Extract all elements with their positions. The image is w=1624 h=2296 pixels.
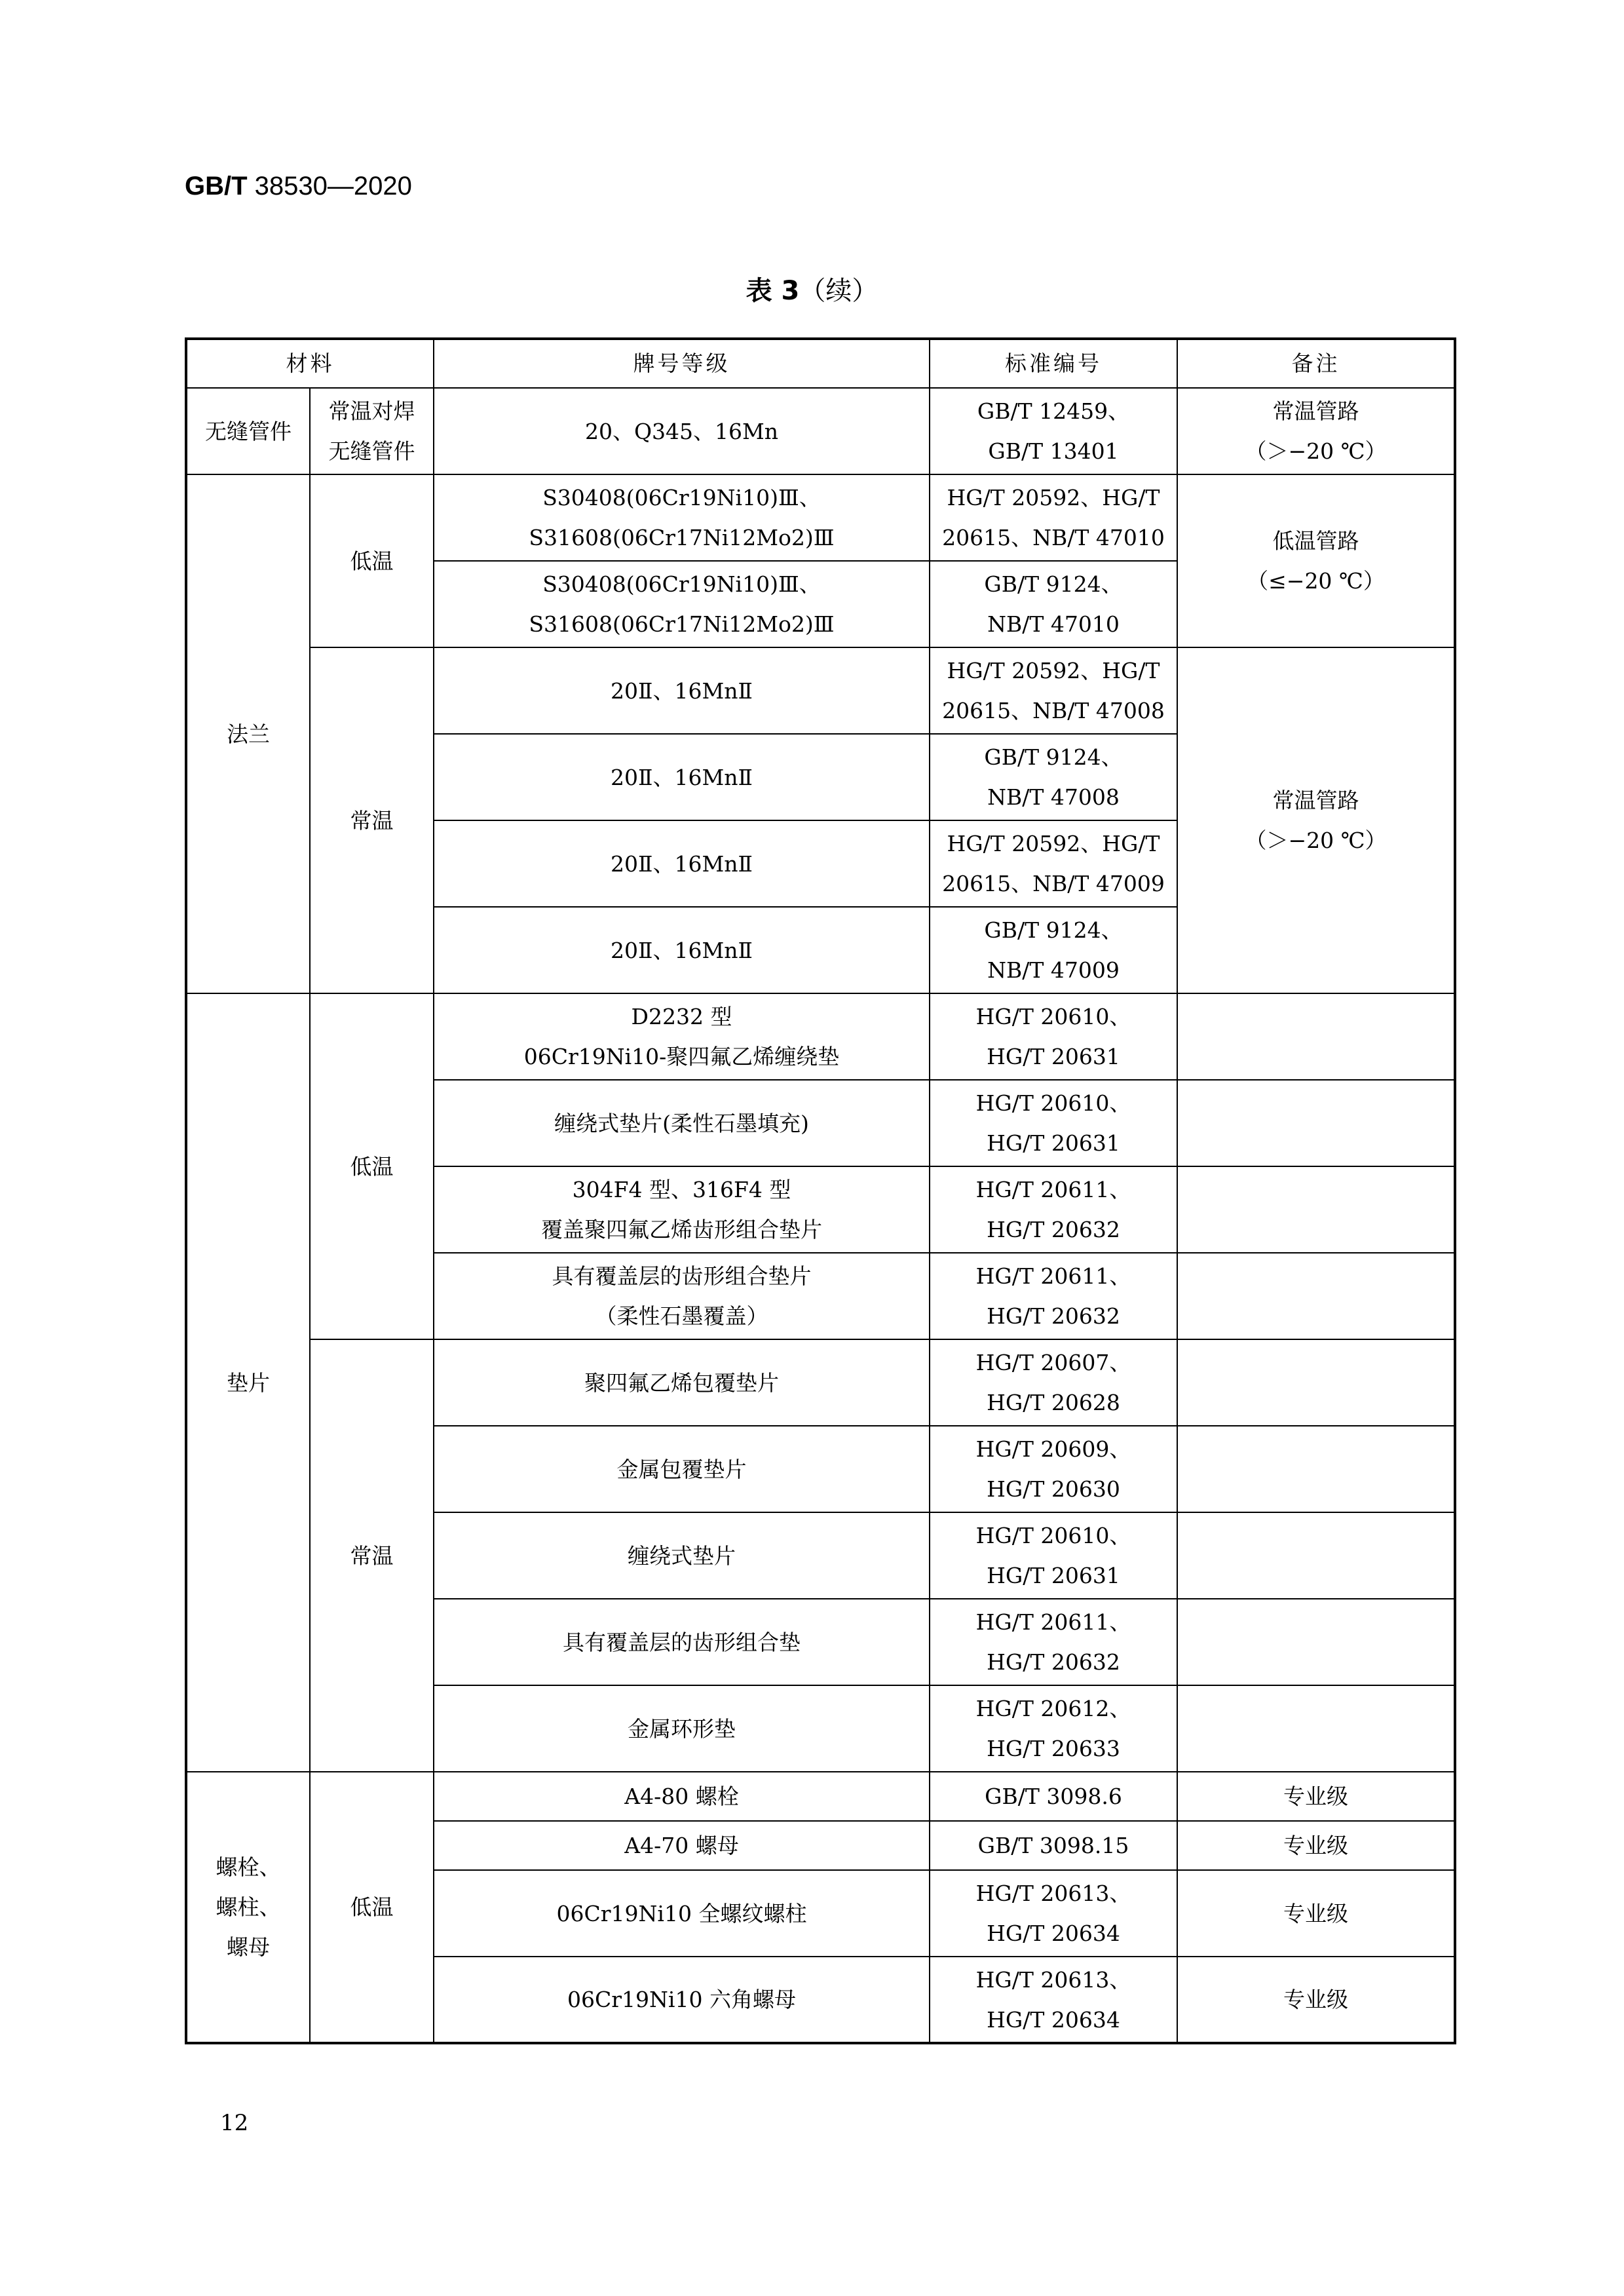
grade-line: 20Ⅱ、16MnⅡ xyxy=(611,851,753,877)
standard-line: HG/T 20613、 xyxy=(975,1881,1131,1906)
grade-line: 金属环形垫 xyxy=(628,1715,736,1742)
grade-cell xyxy=(434,1821,930,1870)
grade-line: 304F4 型、316F4 型 xyxy=(572,1177,791,1202)
subgroup-butt-weld xyxy=(310,388,434,474)
standard-cell xyxy=(930,820,1177,907)
group-line: 螺柱、 xyxy=(216,1894,281,1920)
remark-cell xyxy=(1177,1599,1455,1685)
grade-line: 06Cr19Ni10 全螺纹螺柱 xyxy=(556,1900,807,1926)
grade-line: 20Ⅱ、16MnⅡ xyxy=(611,678,753,704)
standard-cell xyxy=(930,1253,1177,1339)
standard-line: HG/T 20611、 xyxy=(975,1263,1131,1289)
table-row xyxy=(186,388,1455,474)
standard-line: HG/T 20612、 xyxy=(975,1696,1131,1721)
table-header-row xyxy=(186,339,1455,388)
page-number: 12 xyxy=(220,2110,249,2136)
grade-cell xyxy=(434,1253,930,1339)
remark-line: 常温管路 xyxy=(1272,788,1359,813)
remark-cell: 专业级 xyxy=(1177,1821,1455,1870)
standard-line: GB/T 3098.15 xyxy=(977,1833,1129,1858)
standard-cell xyxy=(930,1166,1177,1253)
standard-line: GB/T 3098.6 xyxy=(985,1784,1122,1809)
grade-cell xyxy=(434,1685,930,1772)
standard-line: HG/T 20631 xyxy=(987,1044,1120,1069)
subgroup-line: 无缝管件 xyxy=(328,438,415,464)
table-title-suffix: （续） xyxy=(799,276,878,306)
grade-line: 具有覆盖层的齿形组合垫 xyxy=(563,1629,801,1655)
standard-cell xyxy=(930,1772,1177,1821)
grade-line: 覆盖聚四氟乙烯齿形组合垫片 xyxy=(541,1217,822,1242)
remark-cell xyxy=(1177,993,1455,1080)
standard-line: HG/T 20613、 xyxy=(975,1966,1131,1993)
standard-cell xyxy=(930,474,1177,561)
group-gasket: 垫片 xyxy=(186,993,310,1772)
subgroup-low-temp: 低温 xyxy=(310,1772,434,2043)
remark-cell xyxy=(1177,1339,1455,1426)
subgroup-normal-temp: 常温 xyxy=(310,1339,434,1772)
grade-line: 20、Q345、16Mn xyxy=(584,418,779,444)
standard-line: 20615、NB/T 47008 xyxy=(942,698,1165,723)
standard-cell xyxy=(930,993,1177,1080)
grade-line: A4-80 螺栓 xyxy=(624,1784,739,1809)
group-bolt xyxy=(186,1772,310,2043)
remark-line: 常温管路 xyxy=(1272,398,1359,424)
standard-line: HG/T 20611、 xyxy=(975,1177,1131,1202)
grade-cell xyxy=(434,907,930,993)
grade-line: 06Cr19Ni10 六角螺母 xyxy=(567,1987,796,2012)
subgroup-low-temp: 低温 xyxy=(310,474,434,647)
grade-cell xyxy=(434,474,930,561)
subgroup-low-temp: 低温 xyxy=(310,993,434,1339)
remark-cell: 专业级 xyxy=(1177,1772,1455,1821)
standard-cell xyxy=(930,907,1177,993)
standard-line: HG/T 20633 xyxy=(987,1736,1120,1761)
grade-line: 20Ⅱ、16MnⅡ xyxy=(611,937,753,963)
group-line: 螺母 xyxy=(227,1934,270,1960)
standard-cell xyxy=(930,1512,1177,1599)
standard-line: HG/T 20610、 xyxy=(975,1004,1131,1029)
grade-line: 缠绕式垫片(柔性石墨填充) xyxy=(554,1110,809,1136)
grade-cell xyxy=(434,1080,930,1166)
remark-cell xyxy=(1177,1080,1455,1166)
table-row xyxy=(186,474,1455,561)
standard-line: HG/T 20631 xyxy=(987,1130,1120,1156)
standard-line: HG/T 20610、 xyxy=(975,1090,1131,1116)
standard-line: HG/T 20630 xyxy=(987,1476,1120,1502)
materials-table xyxy=(185,337,1456,2044)
grade-line: 具有覆盖层的齿形组合垫片 xyxy=(552,1263,812,1289)
remark-cell xyxy=(1177,647,1455,993)
remark-line: （＞−20 ℃） xyxy=(1245,828,1387,853)
standard-cell xyxy=(930,1426,1177,1512)
table-row xyxy=(186,647,1455,734)
group-seamless: 无缝管件 xyxy=(186,388,310,474)
standard-line: HG/T 20628 xyxy=(987,1390,1120,1415)
standard-cell xyxy=(930,1821,1177,1870)
table-row xyxy=(186,1772,1455,1821)
standard-cell xyxy=(930,388,1177,474)
col-header-standard: 标准编号 xyxy=(930,339,1177,388)
remark-cell xyxy=(1177,1166,1455,1253)
remark-line: （＞−20 ℃） xyxy=(1245,438,1387,464)
remark-cell: 专业级 xyxy=(1177,1957,1455,2043)
grade-cell xyxy=(434,1426,930,1512)
remark-cell: 专业级 xyxy=(1177,1870,1455,1957)
table-title-label: 表 3 xyxy=(746,276,800,306)
grade-line: 聚四氟乙烯包覆垫片 xyxy=(584,1369,779,1396)
standard-line: GB/T 13401 xyxy=(988,438,1119,464)
remark-cell xyxy=(1177,1253,1455,1339)
col-header-material: 材料 xyxy=(186,339,434,388)
remark-cell xyxy=(1177,388,1455,474)
grade-cell xyxy=(434,993,930,1080)
page-header xyxy=(185,172,412,201)
grade-line: S31608(06Cr17Ni12Mo2)Ⅲ xyxy=(529,611,835,637)
grade-cell xyxy=(434,388,930,474)
remark-cell xyxy=(1177,474,1455,647)
standard-line: GB/T 12459、 xyxy=(977,398,1130,424)
standard-cell xyxy=(930,1957,1177,2043)
standard-line: HG/T 20592、HG/T xyxy=(947,831,1160,856)
grade-cell xyxy=(434,1339,930,1426)
remark-cell xyxy=(1177,1426,1455,1512)
standard-cell xyxy=(930,1599,1177,1685)
grade-line: S30408(06Cr19Ni10)Ⅲ、 xyxy=(542,485,821,510)
standard-line: HG/T 20631 xyxy=(987,1563,1120,1588)
standard-cell xyxy=(930,561,1177,647)
col-header-remark: 备注 xyxy=(1177,339,1455,388)
grade-line: 20Ⅱ、16MnⅡ xyxy=(611,764,753,790)
standard-number: 38530—2020 xyxy=(254,172,412,201)
grade-cell xyxy=(434,820,930,907)
grade-cell xyxy=(434,1957,930,2043)
grade-line: 缠绕式垫片 xyxy=(628,1542,736,1569)
standard-line: 20615、NB/T 47010 xyxy=(942,525,1165,550)
remark-line: 低温管路 xyxy=(1272,528,1359,554)
grade-cell xyxy=(434,1870,930,1957)
col-header-grade: 牌号等级 xyxy=(434,339,930,388)
standard-cell xyxy=(930,1870,1177,1957)
remark-line: （≤−20 ℃） xyxy=(1247,568,1385,594)
standard-line: NB/T 47009 xyxy=(987,957,1120,983)
standard-line: HG/T 20592、HG/T xyxy=(947,658,1160,683)
standard-line: HG/T 20609、 xyxy=(975,1436,1131,1462)
grade-cell xyxy=(434,1772,930,1821)
standard-line: NB/T 47010 xyxy=(987,611,1120,637)
standard-line: HG/T 20634 xyxy=(987,1921,1120,1946)
grade-line: D2232 型 xyxy=(631,1004,732,1029)
standard-line: 20615、NB/T 47009 xyxy=(942,871,1165,896)
table-row xyxy=(186,1339,1455,1426)
standard-line: HG/T 20634 xyxy=(987,2006,1120,2033)
grade-cell xyxy=(434,1599,930,1685)
standard-code: GB/T xyxy=(185,172,248,201)
table-title xyxy=(0,270,1624,307)
grade-cell xyxy=(434,561,930,647)
standard-line: GB/T 9124、 xyxy=(984,571,1123,597)
standard-line: HG/T 20607、 xyxy=(975,1350,1131,1375)
grade-line: （柔性石墨覆盖） xyxy=(595,1303,768,1329)
grade-cell xyxy=(434,647,930,734)
standard-cell xyxy=(930,1080,1177,1166)
standard-line: GB/T 9124、 xyxy=(984,744,1123,770)
standard-line: NB/T 47008 xyxy=(987,784,1120,810)
standard-line: HG/T 20632 xyxy=(987,1303,1120,1329)
standard-cell xyxy=(930,1685,1177,1772)
grade-line: 06Cr19Ni10-聚四氟乙烯缠绕垫 xyxy=(523,1044,840,1069)
standard-cell xyxy=(930,734,1177,820)
remark-cell xyxy=(1177,1685,1455,1772)
grade-line: S30408(06Cr19Ni10)Ⅲ、 xyxy=(542,571,821,597)
grade-cell xyxy=(434,1166,930,1253)
standard-line: HG/T 20632 xyxy=(987,1649,1120,1675)
standard-cell xyxy=(930,647,1177,734)
standard-cell xyxy=(930,1339,1177,1426)
standard-line: HG/T 20611、 xyxy=(975,1609,1131,1635)
standard-line: HG/T 20592、HG/T xyxy=(947,485,1160,510)
standard-line: HG/T 20632 xyxy=(987,1217,1120,1242)
subgroup-line: 常温对焊 xyxy=(328,398,415,424)
subgroup-normal-temp: 常温 xyxy=(310,647,434,993)
standard-line: GB/T 9124、 xyxy=(984,917,1123,943)
standard-line: HG/T 20610、 xyxy=(975,1523,1131,1548)
grade-line: S31608(06Cr17Ni12Mo2)Ⅲ xyxy=(529,525,835,550)
grade-line: 金属包覆垫片 xyxy=(616,1456,747,1482)
remark-cell xyxy=(1177,1512,1455,1599)
grade-line: A4-70 螺母 xyxy=(624,1833,739,1858)
grade-cell xyxy=(434,1512,930,1599)
group-line: 螺栓、 xyxy=(216,1854,281,1880)
group-flange: 法兰 xyxy=(186,474,310,993)
grade-cell xyxy=(434,734,930,820)
table-row xyxy=(186,993,1455,1080)
